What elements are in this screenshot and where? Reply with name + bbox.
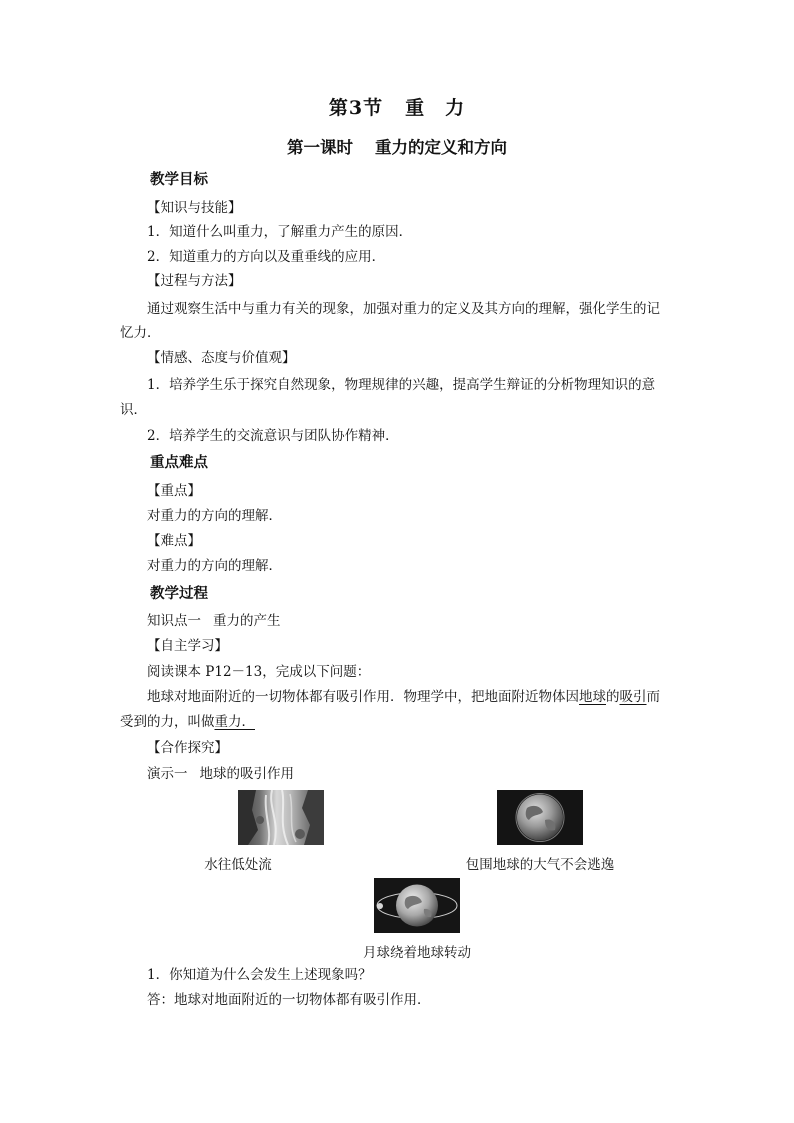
knowledge-item-2: 2．知道重力的方向以及重垂线的应用． (147, 249, 386, 265)
page-subtitle (0, 139, 794, 157)
label-hard: 【难点】 (147, 533, 201, 549)
hard-text: 对重力的方向的理解． (147, 558, 282, 574)
definition-text-b: 受到的力，叫做 (120, 714, 215, 730)
section-heading-goals: 教学目标 (150, 172, 208, 188)
title-section: 第3节 (328, 97, 384, 119)
section-heading-process: 教学过程 (150, 586, 208, 602)
knowledge-item-1: 1．知道什么叫重力，了解重力产生的原因． (147, 224, 413, 240)
subtitle-topic: 重力的定义和方向 (375, 138, 507, 157)
demo-title: 地球的吸引作用 (199, 766, 294, 782)
label-emotion: 【情感、态度与价值观】 (147, 350, 296, 366)
demo-1 (147, 765, 294, 783)
caption-atmosphere: 包围地球的大气不会逃逸 (465, 857, 615, 873)
label-knowledge: 【知识与技能】 (147, 200, 242, 216)
earth-atmosphere-image (497, 790, 583, 845)
answer-1: 答：地球对地面附近的一切物体都有吸引作用． (147, 992, 431, 1008)
process-text-line2: 忆力． (120, 325, 161, 341)
question-1: 1．你知道为什么会发生上述现象吗？ (147, 967, 372, 983)
definition-line2 (120, 713, 267, 731)
caption-water: 水往低处流 (204, 857, 272, 873)
subtitle-lesson: 第一课时 (287, 138, 353, 157)
definition-text-e: 而 (646, 689, 660, 705)
waterfall-image (238, 790, 324, 845)
emotion-item-1-line1: 1．培养学生乐于探究自然现象，物理规律的兴趣，提高学生辩证的分析物理知识的意 (147, 377, 656, 393)
emotion-item-1-line2: 识． (120, 402, 147, 418)
moon-orbit-image (374, 878, 460, 933)
definition-text-m: 的 (606, 689, 620, 705)
section-heading-keypoints: 重点难点 (150, 455, 208, 471)
definition-line1 (147, 688, 660, 706)
answer-attraction: 吸引 (619, 689, 647, 705)
title-topic: 重 力 (405, 97, 466, 119)
answer-earth: 地球 (579, 689, 606, 705)
process-text-line1: 通过观察生活中与重力有关的现象，加强对重力的定义及其方向的理解，强化学生的记 (147, 301, 660, 317)
reading-task: 阅读课本 P12－13，完成以下问题： (147, 664, 371, 680)
key-text: 对重力的方向的理解． (147, 508, 282, 524)
caption-moon: 月球绕着地球转动 (363, 945, 471, 961)
page-title (0, 99, 794, 117)
knowledge-point-1 (147, 612, 281, 630)
kp1-label: 知识点一 (147, 613, 201, 629)
demo-label: 演示一 (147, 766, 188, 782)
definition-text-a: 地球对地面附近的一切物体都有吸引作用．物理学中，把地面附近物体因 (147, 689, 579, 705)
label-key: 【重点】 (147, 483, 201, 499)
answer-gravity: 重力． (214, 714, 255, 730)
label-process: 【过程与方法】 (147, 273, 242, 289)
kp1-title: 重力的产生 (213, 613, 281, 629)
emotion-item-2: 2．培养学生的交流意识与团队协作精神． (147, 428, 399, 444)
label-self-study: 【自主学习】 (147, 638, 228, 654)
label-cooperative: 【合作探究】 (147, 740, 228, 756)
